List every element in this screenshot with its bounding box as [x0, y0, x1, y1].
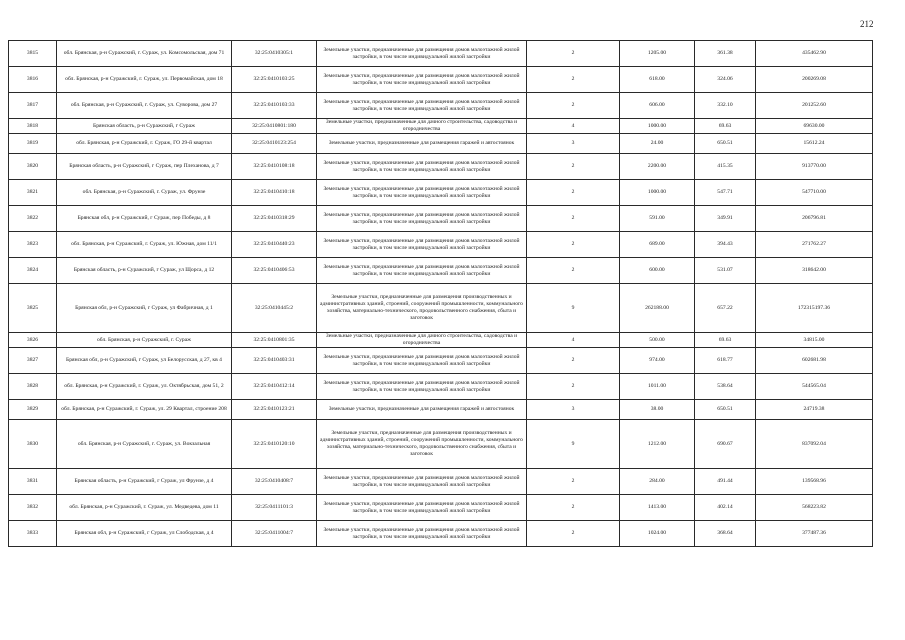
address-cell: обл. Брянская, р-н Суражский, г. Сураж, ул. Медведева, дом 11	[57, 495, 232, 521]
unit-price-cell: 324.06	[695, 67, 756, 93]
unit-price-cell: 402.14	[695, 495, 756, 521]
land-use-cell: Земельные участки, предназначенные для размещения домов малоэтажной жилой застройки, в том числе индивидуальной жилой застройки	[317, 469, 527, 495]
cadastral-number-cell: 32:25:0410403:31	[232, 348, 317, 374]
category-cell: 2	[527, 258, 620, 284]
row-number: 3831	[9, 469, 57, 495]
cadastral-number-cell: 32:25:0410120:10	[232, 420, 317, 469]
row-number: 3816	[9, 67, 57, 93]
unit-price-cell: 690.67	[695, 420, 756, 469]
cadastral-value-cell: 172315197.36	[756, 284, 873, 333]
category-cell: 2	[527, 348, 620, 374]
table-row	[9, 154, 873, 180]
category-cell: 4	[527, 119, 620, 134]
cadastral-value-cell: 15612.24	[756, 134, 873, 154]
address-cell: обл. Брянская, р-н Суражский, г. Сураж, ул. 29 Квартал, строение 208	[57, 400, 232, 420]
table-row	[9, 258, 873, 284]
area-cell: 262188.00	[620, 284, 695, 333]
row-number: 3817	[9, 93, 57, 119]
land-use-cell: Земельные участки, предназначенные для размещения гаражей и автостоянок	[317, 400, 527, 420]
unit-price-cell: 394.43	[695, 232, 756, 258]
row-number: 3825	[9, 284, 57, 333]
row-number: 3818	[9, 119, 57, 134]
category-cell: 2	[527, 67, 620, 93]
cadastral-number-cell: 32:25:0410108:18	[232, 154, 317, 180]
cadastral-number-cell: 32:25:0410103:25	[232, 67, 317, 93]
unit-price-cell: 69.63	[695, 119, 756, 134]
address-cell: обл. Брянская, р-н Суражский, г. Сураж, ул. Октябрьская, дом 51, 2	[57, 374, 232, 400]
table-row	[9, 420, 873, 469]
area-cell: 689.00	[620, 232, 695, 258]
land-use-cell: Земельные участки, предназначенные для размещения домов малоэтажной жилой застройки, в том числе индивидуальной жилой застройки	[317, 41, 527, 67]
address-cell: Брянская обл, р-н Суражский, г Сураж, ул Слободская, д 4	[57, 521, 232, 547]
table-row	[9, 134, 873, 154]
cadastral-value-cell: 544565.04	[756, 374, 873, 400]
unit-price-cell: 531.07	[695, 258, 756, 284]
category-cell: 2	[527, 206, 620, 232]
address-cell: обл. Брянская, р-н Суражский, г. Сураж, ул. Вокзальная	[57, 420, 232, 469]
cadastral-number-cell: 32:25:0410406:53	[232, 258, 317, 284]
row-number: 3828	[9, 374, 57, 400]
land-use-cell: Земельные участки, предназначенные для дачного строительства, садоводства и огородничества	[317, 333, 527, 348]
table-row	[9, 67, 873, 93]
unit-price-cell: 650.51	[695, 400, 756, 420]
area-cell: 591.00	[620, 206, 695, 232]
category-cell: 9	[527, 284, 620, 333]
category-cell: 2	[527, 93, 620, 119]
table-row	[9, 41, 873, 67]
address-cell: Брянская область, р-н Суражский, г Сураж, ул Щорса, д 12	[57, 258, 232, 284]
cadastral-number-cell: 32:25:0410318:29	[232, 206, 317, 232]
land-use-cell: Земельные участки, предназначенные для размещения домов малоэтажной жилой застройки, в том числе индивидуальной жилой застройки	[317, 154, 527, 180]
unit-price-cell: 368.64	[695, 521, 756, 547]
cadastral-value-cell: 34815.00	[756, 333, 873, 348]
land-use-cell: Земельные участки, предназначенные для размещения домов малоэтажной жилой застройки, в том числе индивидуальной жилой застройки	[317, 495, 527, 521]
unit-price-cell: 657.22	[695, 284, 756, 333]
cadastral-number-cell: 32:25:0410801:180	[232, 119, 317, 134]
table-row	[9, 180, 873, 206]
address-cell: Брянская область, р-н Суражский, г Сураж, ул Фрунзе, д 4	[57, 469, 232, 495]
cadastral-number-cell: 32:25:0410103:33	[232, 93, 317, 119]
table-row	[9, 284, 873, 333]
area-cell: 2200.00	[620, 154, 695, 180]
cadastral-number-cell: 32:25:0410123:21	[232, 400, 317, 420]
cadastral-number-cell: 32:25:0410305:1	[232, 41, 317, 67]
address-cell: обл. Брянская, р-н Суражский, г. Сураж, ул. Комсомольская, дом 71	[57, 41, 232, 67]
address-cell: Брянская обл, р-н Суражский, г Сураж, ул Фабричная, д 1	[57, 284, 232, 333]
cadastral-number-cell: 32:25:0410440:23	[232, 232, 317, 258]
unit-price-cell: 361.38	[695, 41, 756, 67]
unit-price-cell: 332.10	[695, 93, 756, 119]
cadastral-value-cell: 602681.98	[756, 348, 873, 374]
category-cell: 2	[527, 521, 620, 547]
cadastral-number-cell: 32:25:0410410:18	[232, 180, 317, 206]
category-cell: 2	[527, 232, 620, 258]
unit-price-cell: 547.71	[695, 180, 756, 206]
cadastral-number-cell: 32:25:0410801:35	[232, 333, 317, 348]
table-row	[9, 119, 873, 134]
area-cell: 618.00	[620, 67, 695, 93]
address-cell: обл. Брянская, р-н Суражский, г. Сураж	[57, 333, 232, 348]
address-cell: обл. Брянская, р-н Суражский, г. Сураж, ул. Суворова, дом 27	[57, 93, 232, 119]
cadastral-value-cell: 24719.38	[756, 400, 873, 420]
land-use-cell: Земельные участки, предназначенные для размещения домов малоэтажной жилой застройки, в том числе индивидуальной жилой застройки	[317, 258, 527, 284]
area-cell: 606.00	[620, 93, 695, 119]
cadastral-number-cell: 32:25:0410123:254	[232, 134, 317, 154]
cadastral-number-cell: 32:25:0410412:14	[232, 374, 317, 400]
land-use-cell: Земельные участки, предназначенные для размещения домов малоэтажной жилой застройки, в том числе индивидуальной жилой застройки	[317, 348, 527, 374]
land-use-cell: Земельные участки, предназначенные для размещения домов малоэтажной жилой застройки, в том числе индивидуальной жилой застройки	[317, 206, 527, 232]
area-cell: 974.00	[620, 348, 695, 374]
cadastral-number-cell: 32:25:0410408:7	[232, 469, 317, 495]
row-number: 3822	[9, 206, 57, 232]
row-number: 3829	[9, 400, 57, 420]
area-cell: 1011.00	[620, 374, 695, 400]
category-cell: 2	[527, 374, 620, 400]
cadastral-value-cell: 201252.60	[756, 93, 873, 119]
category-cell: 2	[527, 41, 620, 67]
unit-price-cell: 415.35	[695, 154, 756, 180]
cadastral-value-cell: 271762.27	[756, 232, 873, 258]
land-use-cell: Земельные участки, предназначенные для размещения домов малоэтажной жилой застройки, в том числе индивидуальной жилой застройки	[317, 521, 527, 547]
cadastral-number-cell: 32:25:0411004:7	[232, 521, 317, 547]
area-cell: 1000.00	[620, 180, 695, 206]
table-row	[9, 469, 873, 495]
address-cell: Брянская область, р-н Суражский, г Сураж, пер Плеханова, д 7	[57, 154, 232, 180]
address-cell: обл. Брянская, р-н Суражский, г. Сураж, ул. Южная, дом 11/1	[57, 232, 232, 258]
area-cell: 600.00	[620, 258, 695, 284]
cadastral-value-cell: 206796.81	[756, 206, 873, 232]
row-number: 3820	[9, 154, 57, 180]
table-row	[9, 206, 873, 232]
area-cell: 500.00	[620, 333, 695, 348]
address-cell: обл. Брянская, р-н Суражский, г. Сураж, ул. Фрунзе	[57, 180, 232, 206]
area-cell: 24.00	[620, 134, 695, 154]
area-cell: 1212.00	[620, 420, 695, 469]
area-cell: 38.00	[620, 400, 695, 420]
cadastral-value-cell: 318642.00	[756, 258, 873, 284]
address-cell: Брянская обл, р-н Суражский, г Сураж, пер Победы, д 8	[57, 206, 232, 232]
row-number: 3821	[9, 180, 57, 206]
land-use-cell: Земельные участки, предназначенные для размещения домов малоэтажной жилой застройки, в том числе индивидуальной жилой застройки	[317, 232, 527, 258]
area-cell: 1024.00	[620, 521, 695, 547]
table-row	[9, 348, 873, 374]
table-row	[9, 333, 873, 348]
row-number: 3826	[9, 333, 57, 348]
category-cell: 2	[527, 154, 620, 180]
land-use-cell: Земельные участки, предназначенные для размещения домов малоэтажной жилой застройки, в том числе индивидуальной жилой застройки	[317, 180, 527, 206]
address-cell: Брянская обл, р-н Суражский, г Сураж, ул Белорусская, д 27, кв 4	[57, 348, 232, 374]
category-cell: 4	[527, 333, 620, 348]
table-row	[9, 400, 873, 420]
address-cell: Брянская область, р-н Суражский, г Сураж	[57, 119, 232, 134]
land-use-cell: Земельные участки, предназначенные для размещения домов малоэтажной жилой застройки, в том числе индивидуальной жилой застройки	[317, 93, 527, 119]
row-number: 3819	[9, 134, 57, 154]
land-use-cell: Земельные участки, предназначенные для размещения домов малоэтажной жилой застройки, в том числе индивидуальной жилой застройки	[317, 374, 527, 400]
land-use-cell: Земельные участки, предназначенные для размещения производственных и административных зданий, строений, сооружений промышленности, коммунального хозяйства, материально-технического, продовольственного снабжения, сбыта и заготовок	[317, 284, 527, 333]
address-cell: обл. Брянская, р-н Суражский, г. Сураж, ул. Первомайская, дом 18	[57, 67, 232, 93]
unit-price-cell: 538.64	[695, 374, 756, 400]
cadastral-value-cell: 377487.36	[756, 521, 873, 547]
row-number: 3830	[9, 420, 57, 469]
cadastral-value-cell: 913770.00	[756, 154, 873, 180]
cadastral-number-cell: 32:25:0411101:3	[232, 495, 317, 521]
unit-price-cell: 349.91	[695, 206, 756, 232]
cadastral-value-cell: 547710.00	[756, 180, 873, 206]
table-row	[9, 374, 873, 400]
row-number: 3833	[9, 521, 57, 547]
cadastral-value-cell: 200269.08	[756, 67, 873, 93]
row-number: 3823	[9, 232, 57, 258]
land-use-cell: Земельные участки, предназначенные для размещения домов малоэтажной жилой застройки, в том числе индивидуальной жилой застройки	[317, 67, 527, 93]
table-row	[9, 93, 873, 119]
area-cell: 1413.00	[620, 495, 695, 521]
table-row	[9, 495, 873, 521]
row-number: 3824	[9, 258, 57, 284]
cadastral-value-cell: 435462.90	[756, 41, 873, 67]
table-row	[9, 521, 873, 547]
table-row	[9, 232, 873, 258]
cadastral-value-cell: 837092.04	[756, 420, 873, 469]
land-use-cell: Земельные участки, предназначенные для размещения производственных и административных зданий, строений, сооружений промышленности, коммунального хозяйства, материально-технического, продовольственного снабжения, сбыта и заготовок	[317, 420, 527, 469]
category-cell: 3	[527, 134, 620, 154]
area-cell: 1000.00	[620, 119, 695, 134]
unit-price-cell: 650.51	[695, 134, 756, 154]
cadastral-value-cell: 568223.82	[756, 495, 873, 521]
cadastral-value-cell: 69630.00	[756, 119, 873, 134]
category-cell: 2	[527, 495, 620, 521]
unit-price-cell: 69.63	[695, 333, 756, 348]
category-cell: 3	[527, 400, 620, 420]
unit-price-cell: 491.44	[695, 469, 756, 495]
area-cell: 1205.00	[620, 41, 695, 67]
category-cell: 2	[527, 469, 620, 495]
row-number: 3815	[9, 41, 57, 67]
category-cell: 2	[527, 180, 620, 206]
land-use-cell: Земельные участки, предназначенные для дачного строительства, садоводства и огородничества	[317, 119, 527, 134]
unit-price-cell: 618.77	[695, 348, 756, 374]
row-number: 3832	[9, 495, 57, 521]
row-number: 3827	[9, 348, 57, 374]
cadastral-value-cell: 139568.96	[756, 469, 873, 495]
cadastral-value-table	[8, 40, 873, 547]
area-cell: 284.00	[620, 469, 695, 495]
land-use-cell: Земельные участки, предназначенные для размещения гаражей и автостоянок	[317, 134, 527, 154]
address-cell: обл. Брянская, р-н Суражский, г. Сураж, ГО 29-й квартал	[57, 134, 232, 154]
cadastral-number-cell: 32:25:0410445:2	[232, 284, 317, 333]
page-number: 212	[860, 19, 874, 29]
category-cell: 9	[527, 420, 620, 469]
